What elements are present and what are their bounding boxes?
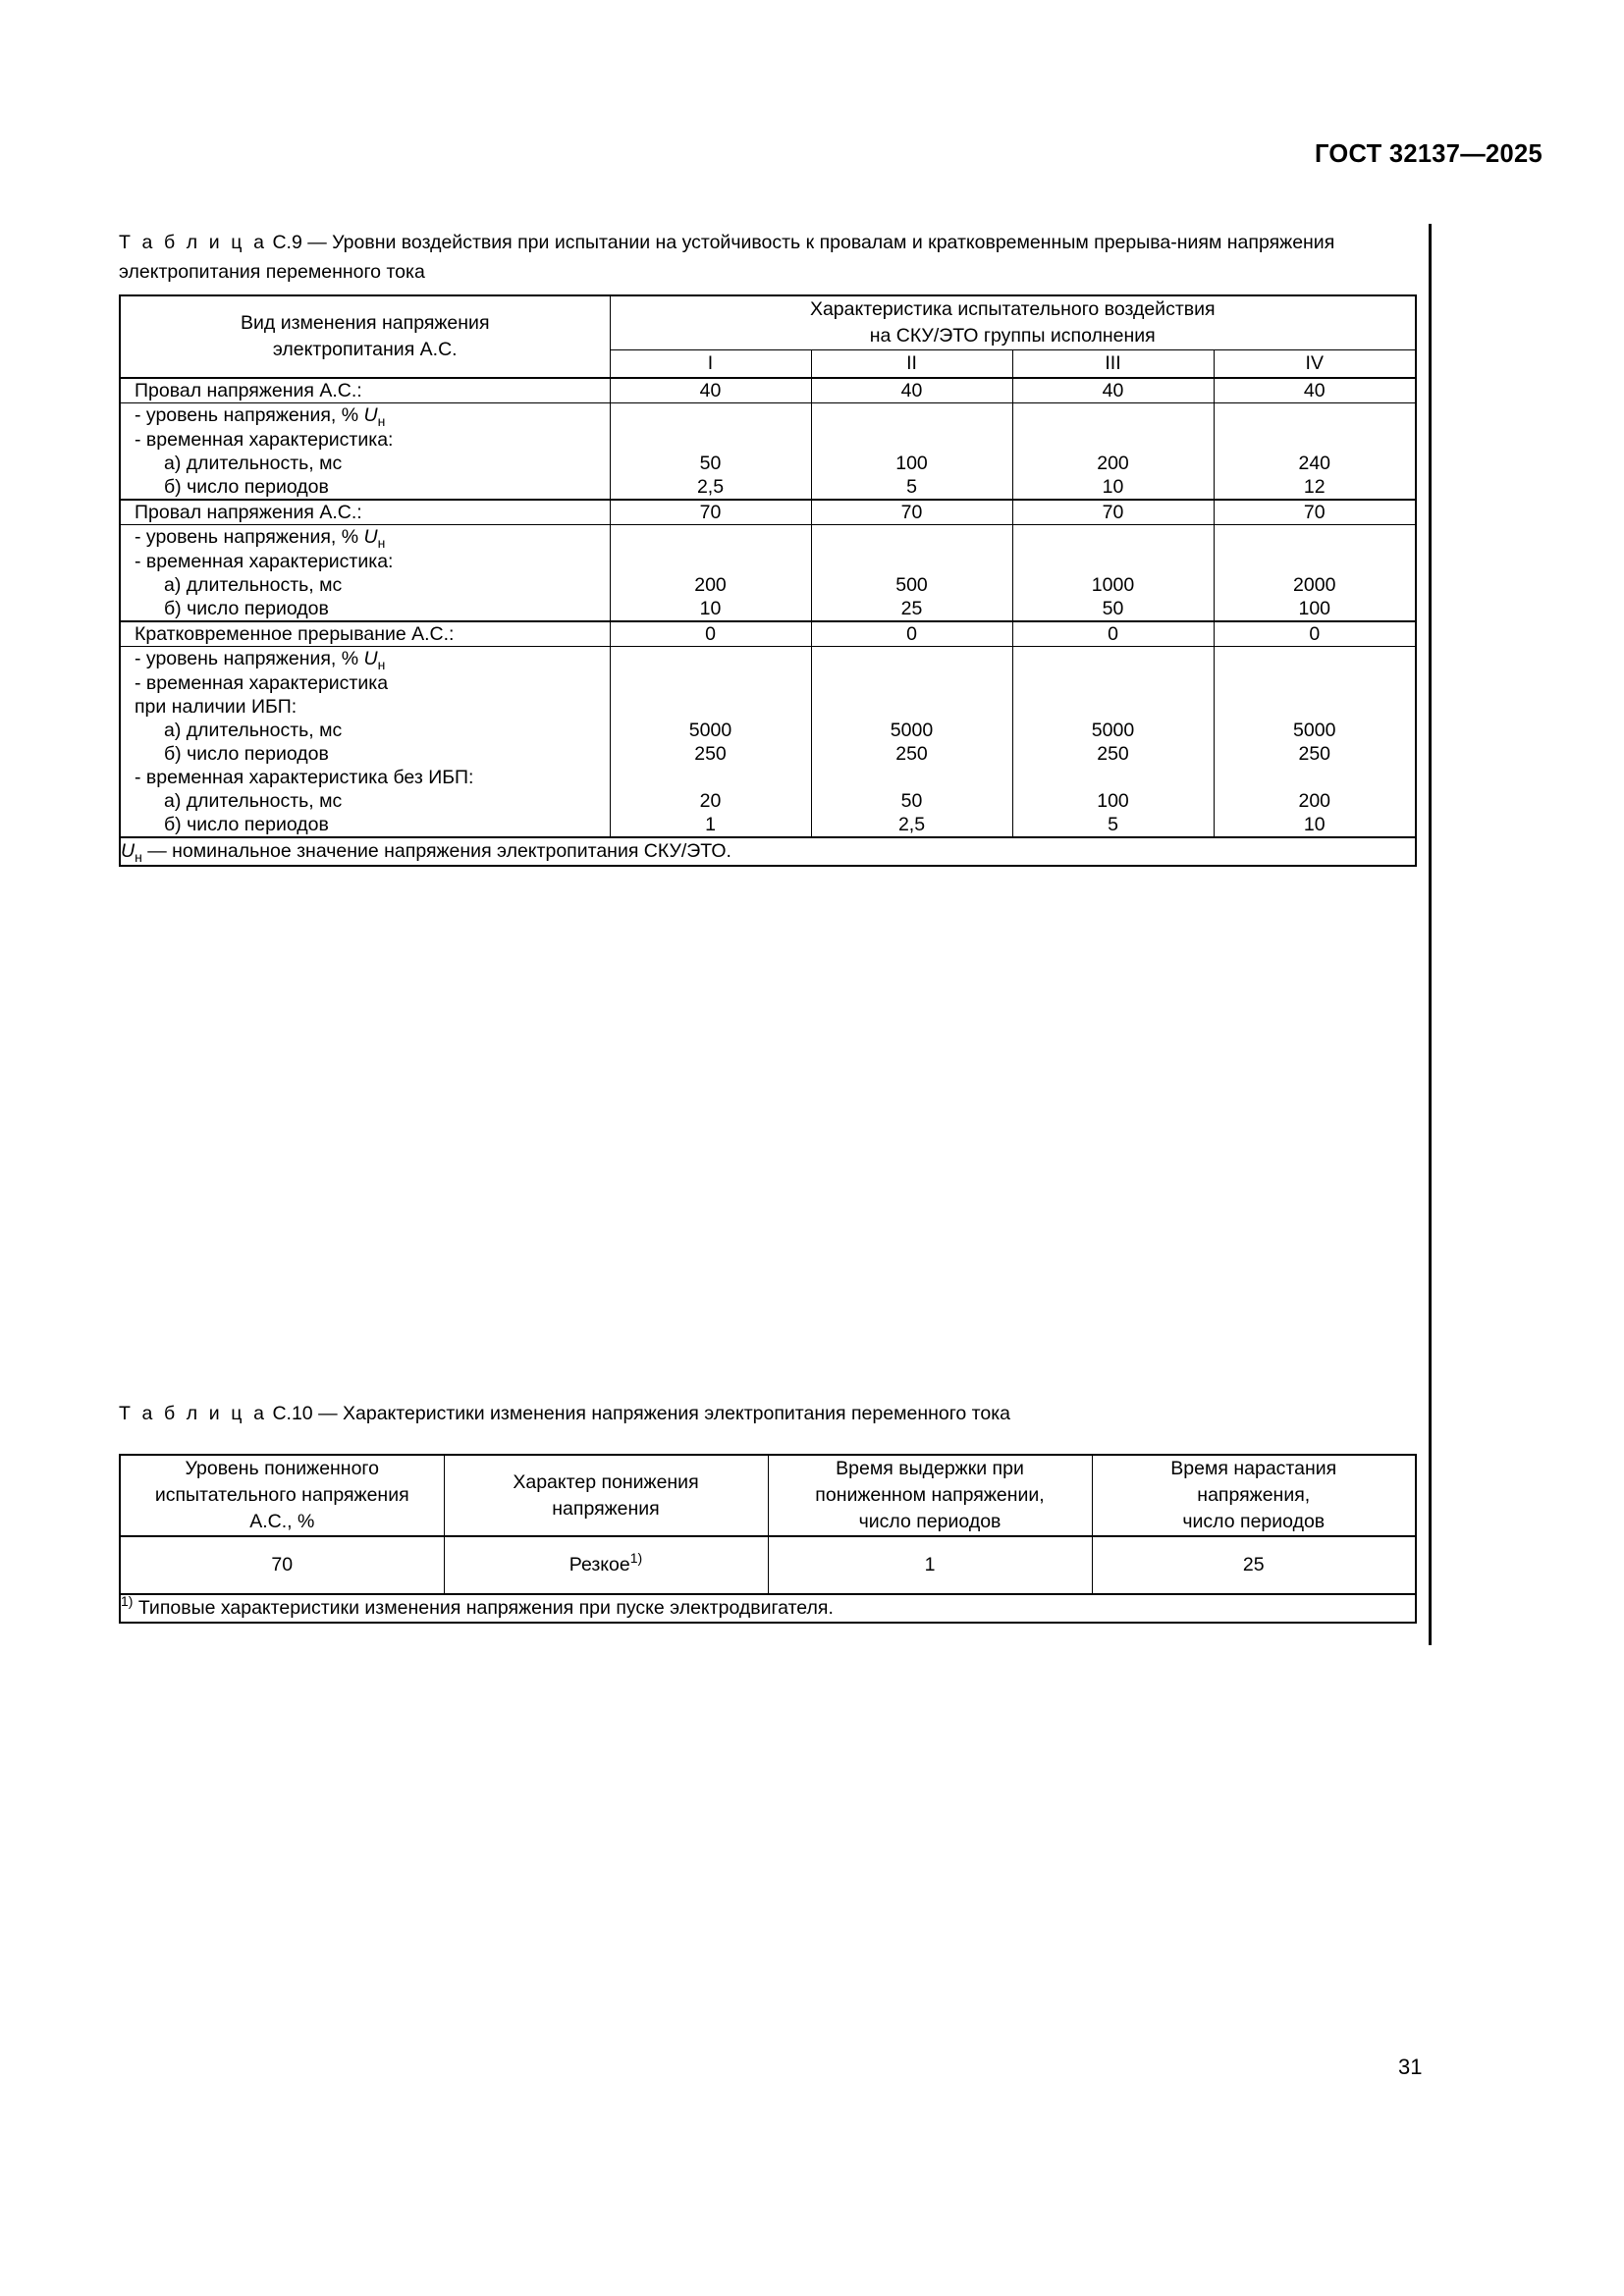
table-c10-col-header-rise-time [1092, 1455, 1416, 1536]
table-cell: 10 [1214, 813, 1416, 837]
table-cell: 250 [811, 742, 1012, 766]
table-c10-col-header-character [444, 1455, 768, 1536]
table-cell: 70 [120, 1536, 444, 1594]
table-cell [811, 403, 1012, 429]
table-c10-caption [119, 1399, 1415, 1428]
label-text: - уровень напряжения, % [135, 404, 364, 426]
table-cell: 200 [1214, 789, 1416, 813]
header-line2: напряжения [552, 1497, 660, 1520]
table-c9-b1-r4-label: б) число периодов [120, 475, 610, 500]
table-cell: 40 [811, 378, 1012, 403]
label-text: - уровень напряжения, % [135, 648, 364, 669]
table-cell: 70 [1012, 500, 1214, 525]
table-c9-b2-r2-label: - временная характеристика: [120, 550, 610, 573]
table-c9-b3-r7-label: б) число периодов [120, 813, 610, 837]
header-line3: А.С., % [249, 1511, 315, 1532]
footnote-marker: 1) [121, 1593, 134, 1609]
table-cell: 40 [1012, 378, 1214, 403]
table-cell [610, 766, 811, 789]
table-c10-footnote-row [120, 1594, 1416, 1623]
table-row [120, 1536, 1416, 1594]
table-c9-block2-title: Провал напряжения А.С.: [120, 500, 610, 525]
label-subscript: н [377, 657, 386, 672]
table-c9-group-header-iii: III [1012, 350, 1214, 379]
table-cell: 12 [1214, 475, 1416, 500]
table-c9-b3-r5-label: - временная характеристика без ИБП: [120, 766, 610, 789]
table-cell: 0 [1012, 621, 1214, 647]
table-cell: 200 [1012, 452, 1214, 475]
table-c10-caption-prefix: Т а б л и ц а [119, 1403, 268, 1424]
table-cell: 250 [1012, 742, 1214, 766]
table-cell: 500 [811, 573, 1012, 597]
table-cell [811, 428, 1012, 452]
table-cell: 1 [768, 1536, 1092, 1594]
table-cell [811, 671, 1012, 719]
table-c10-header-row [120, 1455, 1416, 1536]
table-c9-caption-number: С.9 [272, 232, 302, 253]
label-variable: U [363, 404, 378, 426]
table-cell: 100 [1214, 597, 1416, 621]
header-line1: Уровень пониженного [185, 1458, 379, 1479]
table-c9-b3-r1-label [120, 647, 610, 672]
table-c9-col-header-group [610, 295, 1416, 350]
table-cell [1012, 428, 1214, 452]
table-cell [1214, 671, 1416, 719]
table-c9-block1-title: Провал напряжения А.С.: [120, 378, 610, 403]
table-row [120, 813, 1416, 837]
table-cell: 70 [610, 500, 811, 525]
header-line2: напряжения, [1197, 1484, 1311, 1506]
table-c9-caption-dash: — [307, 232, 327, 253]
label-subscript: н [377, 535, 386, 551]
table-c10-col-header-hold-time [768, 1455, 1092, 1536]
table-c9-group-header-ii: II [811, 350, 1012, 379]
table-cell [444, 1536, 768, 1594]
table-cell: 1 [610, 813, 811, 837]
note-subscript: н [135, 849, 142, 865]
table-cell [610, 671, 811, 719]
table-cell: 10 [610, 597, 811, 621]
table-cell [610, 550, 811, 573]
table-cell [1012, 550, 1214, 573]
table-c10 [119, 1454, 1417, 1624]
table-c9-b2-r1-label [120, 525, 610, 551]
table-c9-b1-r1-label [120, 403, 610, 429]
table-cell [811, 766, 1012, 789]
table-row [120, 766, 1416, 789]
table-cell: 5 [1012, 813, 1214, 837]
table-row [120, 525, 1416, 551]
table-cell [610, 647, 811, 672]
footnote-text: Типовые характеристики изменения напряжения при пуске электродвигателя. [133, 1597, 834, 1619]
table-cell: 70 [811, 500, 1012, 525]
table-cell: 40 [1214, 378, 1416, 403]
table-cell [811, 647, 1012, 672]
table-cell: 2,5 [811, 813, 1012, 837]
table-cell [1214, 766, 1416, 789]
document-standard-header: ГОСТ 32137—2025 [1314, 140, 1543, 168]
table-cell: 100 [811, 452, 1012, 475]
table-cell: 50 [610, 452, 811, 475]
table-cell [1012, 647, 1214, 672]
table-row [120, 742, 1416, 766]
table-c9-group-header-i: I [610, 350, 811, 379]
table-c9-col-header-group-line2: на СКУ/ЭТО группы исполнения [869, 325, 1156, 347]
table-cell [1214, 550, 1416, 573]
header-line3: число периодов [1182, 1511, 1326, 1532]
table-c10-caption-number: С.10 [272, 1403, 313, 1424]
table-cell: 25 [1092, 1536, 1416, 1594]
table-cell: 5 [811, 475, 1012, 500]
table-cell: 5000 [610, 719, 811, 742]
table-c9-col-header-type [120, 295, 610, 378]
table-c9-b1-r2-label: - временная характеристика: [120, 428, 610, 452]
table-cell [1214, 647, 1416, 672]
table-row [120, 597, 1416, 621]
table-cell: 250 [610, 742, 811, 766]
table-c9-caption-text: Уровни воздействия при испытании на устойчивость к провалам и кратковременным прерыва-ниям напряжения электропитания переменного тока [119, 232, 1335, 283]
table-c9-col-header-type-line1: Вид изменения напряжения [241, 312, 490, 334]
table-c9-b2-r3-label: а) длительность, мс [120, 573, 610, 597]
table-cell: 40 [610, 378, 811, 403]
table-c9-note [120, 837, 1416, 866]
table-row [120, 378, 1416, 403]
header-line1: Время нарастания [1170, 1458, 1337, 1479]
table-row [120, 647, 1416, 672]
table-cell: 240 [1214, 452, 1416, 475]
table-cell [1012, 766, 1214, 789]
table-row [120, 789, 1416, 813]
table-cell: 20 [610, 789, 811, 813]
table-c9-b3-r3-label: а) длительность, мс [120, 719, 610, 742]
table-cell: 0 [610, 621, 811, 647]
table-c9-col-header-type-line2: электропитания А.С. [272, 339, 458, 360]
header-line2: пониженном напряжении, [815, 1484, 1045, 1506]
table-cell [1012, 403, 1214, 429]
table-cell [610, 428, 811, 452]
table-cell: 250 [1214, 742, 1416, 766]
table-cell: 2,5 [610, 475, 811, 500]
table-cell: 0 [1214, 621, 1416, 647]
table-cell [1012, 671, 1214, 719]
table-row [120, 428, 1416, 452]
table-c10-footnote [120, 1594, 1416, 1623]
label-variable: U [363, 526, 378, 548]
note-text: — номинальное значение напряжения электропитания СКУ/ЭТО. [141, 840, 731, 862]
table-cell: 5000 [1012, 719, 1214, 742]
table-cell: 2000 [1214, 573, 1416, 597]
table-row [120, 403, 1416, 429]
table-row [120, 500, 1416, 525]
table-c9-header-row-1 [120, 295, 1416, 350]
table-cell: 70 [1214, 500, 1416, 525]
note-variable: U [121, 840, 135, 862]
table-cell: 200 [610, 573, 811, 597]
table-c9-b2-r4-label: б) число периодов [120, 597, 610, 621]
table-row [120, 621, 1416, 647]
header-line3: число периодов [858, 1511, 1001, 1532]
table-cell: 10 [1012, 475, 1214, 500]
table-cell [811, 525, 1012, 551]
label-line1: - временная характеристика [135, 672, 389, 694]
table-c9-b3-r6-label: а) длительность, мс [120, 789, 610, 813]
table-c9-col-header-group-line1: Характеристика испытательного воздействия [809, 298, 1216, 320]
table-cell [610, 525, 811, 551]
table-c10-caption-text: Характеристики изменения напряжения электропитания переменного тока [343, 1403, 1011, 1424]
table-c9 [119, 294, 1417, 867]
label-subscript: н [377, 413, 386, 429]
table-cell: 100 [1012, 789, 1214, 813]
table-cell: 5000 [811, 719, 1012, 742]
table-cell [1214, 403, 1416, 429]
table-c9-block3-title: Кратковременное прерывание А.С.: [120, 621, 610, 647]
change-bar [1429, 224, 1432, 1645]
cell-text: Резкое [568, 1554, 630, 1575]
table-c9-b1-r3-label: а) длительность, мс [120, 452, 610, 475]
table-c9-caption-prefix: Т а б л и ц а [119, 232, 268, 253]
table-c9-group-header-iv: IV [1214, 350, 1416, 379]
table-row [120, 671, 1416, 719]
table-cell: 5000 [1214, 719, 1416, 742]
table-cell: 50 [1012, 597, 1214, 621]
footnote-marker: 1) [629, 1550, 643, 1566]
table-cell [610, 403, 811, 429]
table-c9-caption [119, 228, 1415, 287]
table-c9-b3-r2-label [120, 671, 610, 719]
label-variable: U [363, 648, 378, 669]
table-cell [1214, 428, 1416, 452]
table-row [120, 719, 1416, 742]
table-cell [1012, 525, 1214, 551]
table-cell [811, 550, 1012, 573]
table-c10-col-header-level [120, 1455, 444, 1536]
table-cell: 0 [811, 621, 1012, 647]
table-row [120, 475, 1416, 500]
table-row [120, 452, 1416, 475]
table-row [120, 573, 1416, 597]
table-row [120, 550, 1416, 573]
header-line1: Характер понижения [513, 1470, 699, 1493]
label-line2: при наличии ИБП: [135, 696, 298, 718]
table-c9-note-row [120, 837, 1416, 866]
table-c9-b3-r4-label: б) число периодов [120, 742, 610, 766]
table-cell: 25 [811, 597, 1012, 621]
table-cell: 50 [811, 789, 1012, 813]
header-line2: испытательного напряжения [154, 1484, 409, 1506]
table-c10-caption-dash: — [318, 1403, 338, 1424]
page-number: 31 [1398, 2055, 1423, 2079]
table-cell: 1000 [1012, 573, 1214, 597]
header-line1: Время выдержки при [836, 1458, 1024, 1479]
table-cell [1214, 525, 1416, 551]
label-text: - уровень напряжения, % [135, 526, 364, 548]
